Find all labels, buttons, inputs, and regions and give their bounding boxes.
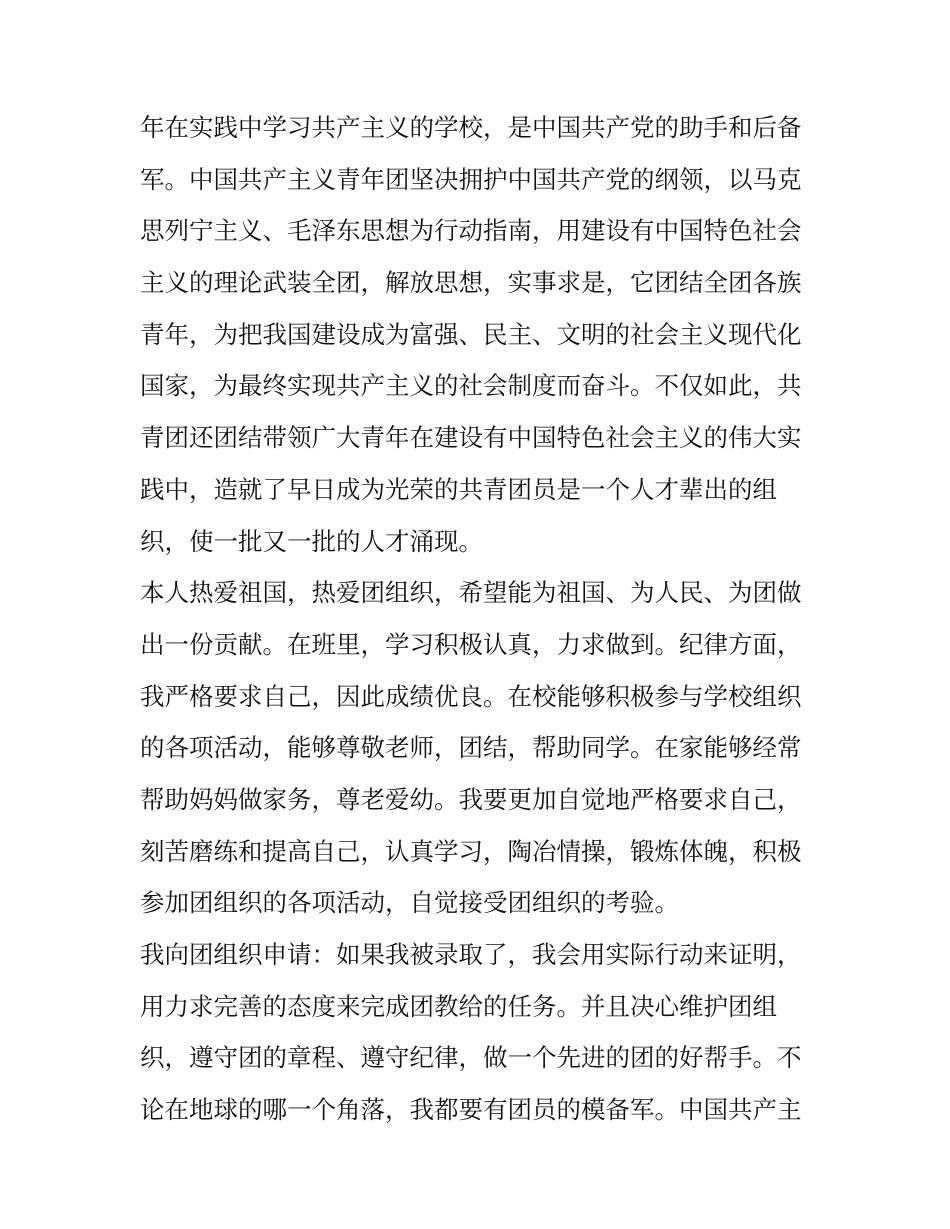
text-line: 帮助妈妈做家务，尊老爱幼。我要更加自觉地严格要求自己， [140, 784, 802, 814]
text-line: 论在地球的哪一个角落，我都要有团员的模备军。中国共产主 [140, 1095, 802, 1125]
text-line: 刻苦磨练和提高自己，认真学习，陶冶情操，锻炼体魄，积极 [140, 836, 802, 866]
text-line: 织，遵守团的章程、遵守纪律，做一个先进的团的好帮手。不 [140, 1043, 802, 1073]
text-line: 主义的理论武装全团，解放思想，实事求是，它团结全团各族 [140, 268, 802, 298]
text-line: 军。中国共产主义青年团坚决拥护中国共产党的纲领，以马克 [140, 164, 802, 194]
text-line: 参加团组织的各项活动，自觉接受团组织的考验。 [140, 888, 679, 918]
text-line: 年在实践中学习共产主义的学校，是中国共产党的助手和后备 [140, 113, 802, 142]
text-line: 我严格要求自己，因此成绩优良。在校能够积极参与学校组织 [140, 681, 802, 711]
text-line: 青年，为把我国建设成为富强、民主、文明的社会主义现代化 [140, 319, 802, 349]
text-line: 本人热爱祖国，热爱团组织，希望能为祖国、为人民、为团做 [140, 578, 802, 608]
text-line: 国家，为最终实现共产主义的社会制度而奋斗。不仅如此，共 [140, 371, 802, 401]
text-line: 的各项活动，能够尊敬老师，团结，帮助同学。在家能够经常 [140, 733, 802, 763]
text-line: 出一份贡献。在班里，学习积极认真，力求做到。纪律方面， [140, 629, 802, 659]
text-line: 青团还团结带领广大青年在建设有中国特色社会主义的伟大实 [140, 423, 802, 453]
text-line: 用力求完善的态度来完成团教给的任务。并且决心维护团组 [140, 991, 777, 1021]
text-line: 思列宁主义、毛泽东思想为行动指南，用建设有中国特色社会 [140, 216, 802, 246]
body-text [140, 102, 820, 1136]
text-line: 我向团组织申请：如果我被录取了，我会用实际行动来证明， [140, 940, 802, 969]
text-line: 织，使一批又一批的人才涌现。 [140, 526, 483, 556]
text-line: 践中，造就了早日成为光荣的共青团员是一个人才辈出的组 [140, 474, 777, 504]
